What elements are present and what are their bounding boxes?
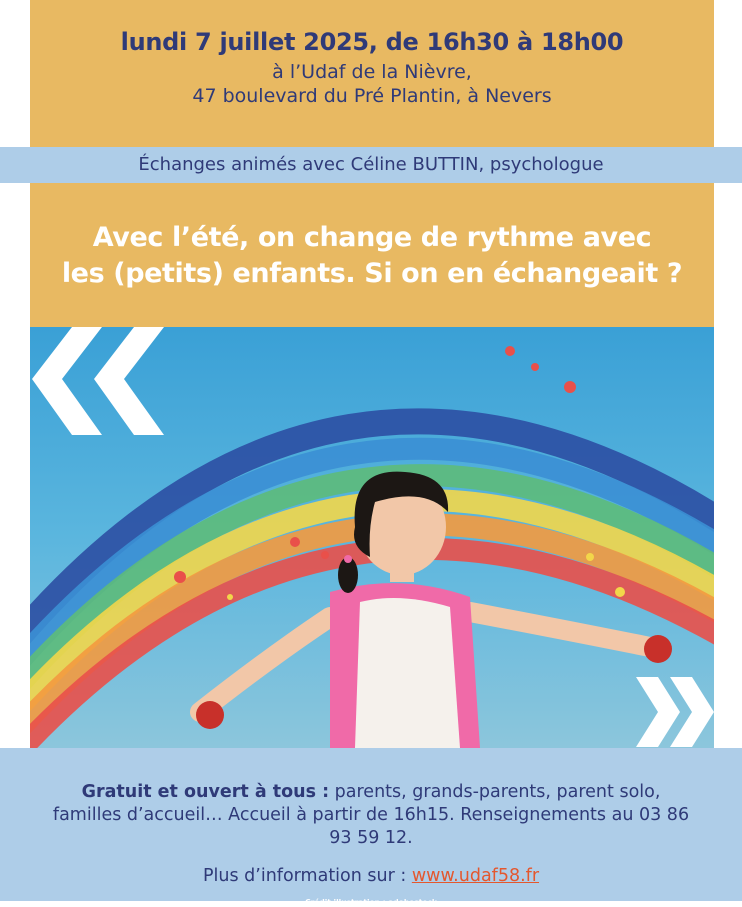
info-text: parents, grands-parents, parent solo, familles d’accueil… Accueil à partir de 16h15. Renseignements au 03 86 93 59 12. [52, 782, 690, 848]
website-link[interactable]: www.udaf58.fr [411, 866, 540, 886]
headline-block [30, 183, 714, 327]
more-info-line [0, 866, 742, 886]
speaker-band: Échanges animés avec Céline BUTTIN, psychologue [0, 147, 742, 183]
illustration-credit: Crédit illustration : adobestock [305, 898, 437, 907]
headline-line-1: Avec l’été, on change de rythme avec [92, 222, 652, 253]
illustration-svg [30, 327, 714, 748]
child-rainbow-illustration [30, 327, 714, 748]
event-venue [30, 60, 714, 108]
headline-line-2: les (petits) enfants. Si on en échangeait ? [61, 258, 683, 289]
free-label: Gratuit et ouvert à tous : [81, 782, 330, 802]
info-paragraph [0, 781, 742, 850]
footer [0, 748, 742, 907]
event-date-time: lundi 7 juillet 2025, de 16h30 à 18h00 [120, 28, 624, 56]
headline [30, 220, 714, 292]
more-info-label: Plus d’information sur : [202, 866, 412, 886]
venue-line-1: à l’Udaf de la Nièvre, [272, 61, 472, 83]
venue-line-2: 47 boulevard du Pré Plantin, à Nevers [192, 85, 552, 107]
event-header [30, 0, 714, 147]
